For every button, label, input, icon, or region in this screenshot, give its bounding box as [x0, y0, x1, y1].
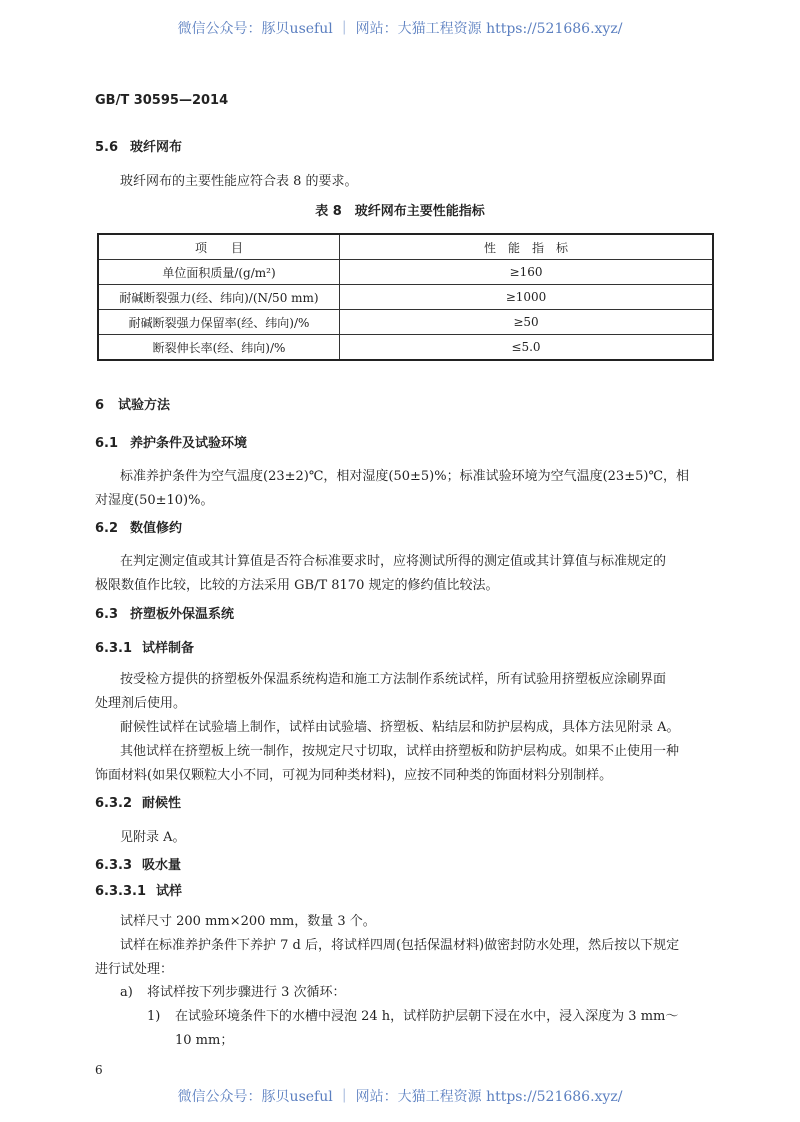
paragraph-line: 耐候性试样在试验墙上制作，试样由试验墙、挤塑板、粘结层和防护层构成，具体方法见附录 A。 — [120, 720, 680, 735]
section-6-3-3-title: 吸水量 — [142, 858, 182, 873]
paragraph-line: 饰面材料(如果仅颗粒大小不同，可视为同种类材料)，应按不同种类的饰面材料分别制样。 — [95, 768, 613, 783]
section-6-3-title: 挤塑板外保温系统 — [130, 607, 235, 622]
list-marker-1: 1) — [147, 1009, 161, 1024]
table-row — [98, 285, 713, 310]
standard-code-header: GB/T 30595—2014 — [95, 93, 229, 108]
section-6-3-1-title: 试样制备 — [142, 641, 195, 656]
table-cell: 耐碱断裂强力保留率(经、纬向)/% — [98, 310, 340, 335]
table-title: 表 8 玻纤网布主要性能指标 — [315, 204, 485, 219]
list-item-1-line: 在试验环境条件下的水槽中浸泡 24 h，试样防护层朝下浸在水中，浸入深度为 3 mm～ — [175, 1009, 679, 1024]
list-item-1-line: 10 mm； — [175, 1033, 234, 1048]
section-6-3-3-number: 6.3.3 — [95, 858, 133, 873]
paragraph-line: 对湿度(50±10)%。 — [95, 493, 214, 508]
section-6-1-number: 6.1 — [95, 436, 119, 451]
paragraph-line: 在判定测定值或其计算值是否符合标准要求时，应将测试所得的测定值或其计算值与标准规定的 — [120, 554, 667, 569]
table-cell: 耐碱断裂强力(经、纬向)/(N/50 mm) — [98, 285, 340, 310]
paragraph-line: 标准养护条件为空气温度(23±2)℃，相对湿度(50±5)%；标准试验环境为空气温度(23±5)℃，相 — [120, 469, 689, 484]
paragraph-line: 见附录 A。 — [120, 830, 186, 845]
list-item-a: 将试样按下列步骤进行 3 次循环： — [147, 985, 346, 1000]
section-6-1-title: 养护条件及试验环境 — [130, 436, 248, 451]
list-marker-a: a) — [120, 985, 133, 1000]
paragraph-line: 按受检方提供的挤塑板外保温系统构造和施工方法制作系统试样，所有试验用挤塑板应涂刷界面 — [120, 672, 667, 687]
paragraph-line: 试样在标准养护条件下养护 7 d 后，将试样四周(包括保温材料)做密封防水处理，然后按以下规定 — [120, 938, 680, 953]
section-6-3-1-number: 6.3.1 — [95, 641, 133, 656]
section-5-6-title: 玻纤网布 — [130, 140, 183, 155]
table-cell: ≥50 — [340, 310, 714, 335]
table-cell: 单位面积质量/(g/m²) — [98, 260, 340, 285]
page-number: 6 — [95, 1063, 103, 1077]
paragraph-line: 极限数值作比较，比较的方法采用 GB/T 8170 规定的修约值比较法。 — [95, 578, 499, 593]
table-header-cell: 性 能 指 标 — [340, 234, 714, 260]
section-5-6-text: 玻纤网布的主要性能应符合表 8 的要求。 — [120, 174, 358, 189]
section-6-3-2-title: 耐候性 — [142, 796, 182, 811]
table-cell: ≥160 — [340, 260, 714, 285]
section-6-title: 试验方法 — [118, 398, 171, 413]
section-6-2-number: 6.2 — [95, 521, 119, 536]
performance-table — [97, 233, 714, 361]
table-header-row — [98, 234, 713, 260]
section-6-3-2-number: 6.3.2 — [95, 796, 133, 811]
paragraph-line: 试样尺寸 200 mm×200 mm，数量 3 个。 — [120, 914, 376, 929]
table-header-cell: 项 目 — [98, 234, 340, 260]
watermark-top: 微信公众号：豚贝useful ｜ 网站：大猫工程资源 https://521686.xyz/ — [177, 21, 623, 37]
section-5-6-number: 5.6 — [95, 140, 119, 155]
section-6-number: 6 — [95, 398, 105, 413]
watermark-bottom: 微信公众号：豚贝useful ｜ 网站：大猫工程资源 https://521686.xyz/ — [177, 1089, 623, 1105]
section-6-3-3-1-number: 6.3.3.1 — [95, 884, 146, 899]
section-6-3-3-1-title: 试样 — [156, 884, 183, 899]
section-6-2-title: 数值修约 — [130, 521, 183, 536]
paragraph-line: 其他试样在挤塑板上统一制作，按规定尺寸切取，试样由挤塑板和防护层构成。如果不止使用一种 — [120, 744, 680, 759]
table-cell: 断裂伸长率(经、纬向)/% — [98, 335, 340, 361]
paragraph-line: 处理剂后使用。 — [95, 696, 187, 711]
section-6-3-number: 6.3 — [95, 607, 119, 622]
table-cell: ≥1000 — [340, 285, 714, 310]
table-row — [98, 335, 713, 361]
table-cell: ≤5.0 — [340, 335, 714, 361]
table-row — [98, 310, 713, 335]
paragraph-line: 进行试处理： — [95, 962, 174, 977]
table-row — [98, 260, 713, 285]
